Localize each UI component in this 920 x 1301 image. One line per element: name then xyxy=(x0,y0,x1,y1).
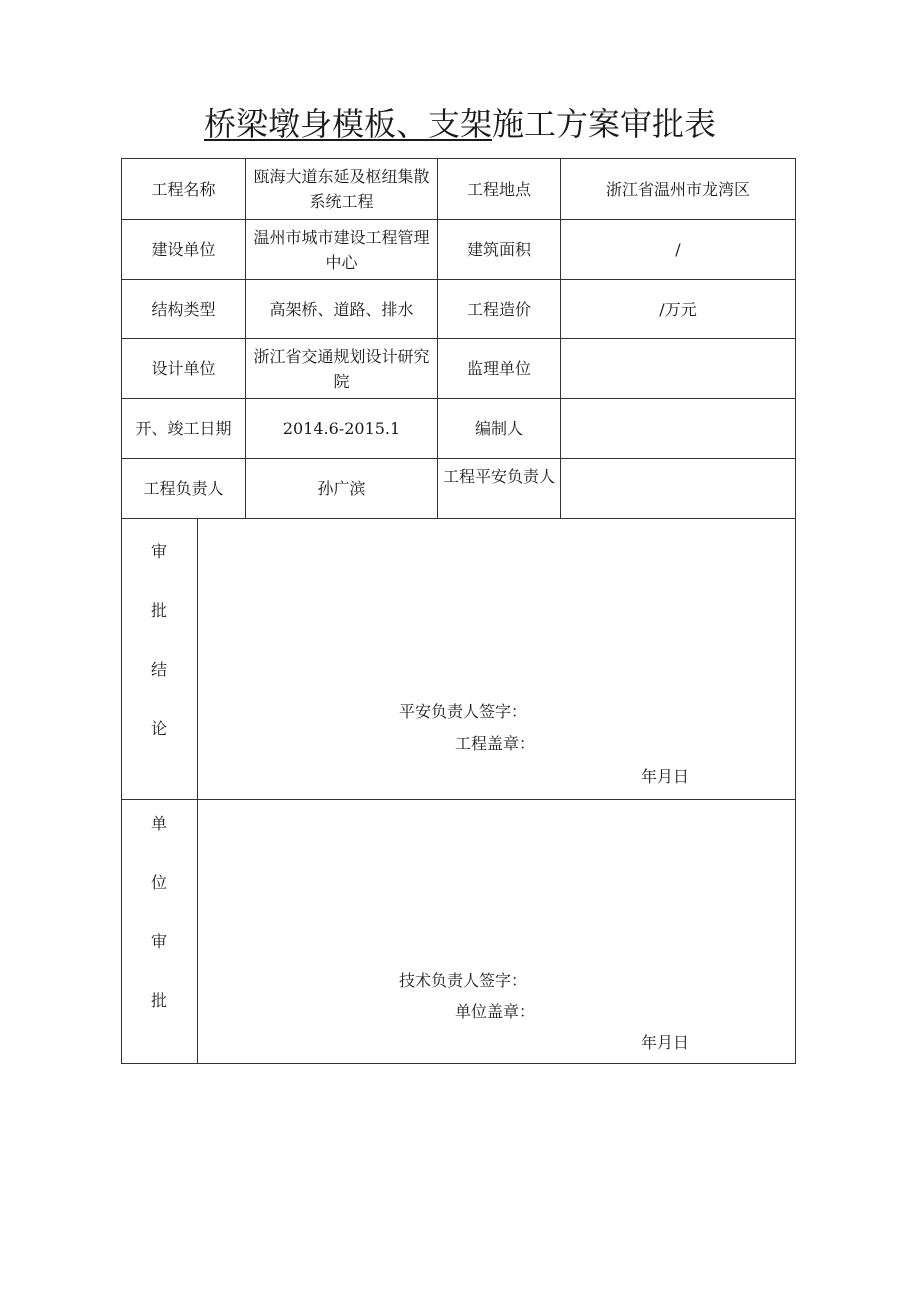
approval-date-label: 年月日 xyxy=(641,767,690,786)
label-project-cost: 工程造价 xyxy=(466,299,531,319)
value-project-location: 浙江省温州市龙湾区 xyxy=(605,179,750,199)
value-project-manager: 孙广滨 xyxy=(317,479,366,498)
label-structure-type: 结构类型 xyxy=(151,299,216,319)
title-rest-part: 施工方案审批表 xyxy=(492,105,717,143)
title-underlined-part: 桥梁墩身模板、支架 xyxy=(203,105,492,143)
approval-label-char: 批 xyxy=(150,601,167,620)
unit-review-date-label: 年月日 xyxy=(641,1033,690,1052)
approval-label-char: 结 xyxy=(150,660,167,679)
value-supervision-unit xyxy=(561,339,795,398)
label-design-unit: 设计单位 xyxy=(151,359,216,378)
label-supervision-unit: 监理单位 xyxy=(466,359,531,378)
value-project-cost: /万元 xyxy=(659,299,697,319)
value-construction-unit: 温州市城市建设工程管理中心 xyxy=(253,227,430,272)
value-building-area: / xyxy=(675,240,681,259)
table-border-right xyxy=(795,158,796,1064)
label-compiler: 编制人 xyxy=(474,419,523,438)
project-seal-label: 工程盖章： xyxy=(455,734,536,753)
row-divider xyxy=(121,518,796,519)
table-border-bottom xyxy=(121,1063,796,1064)
value-project-name: 瓯海大道东延及枢纽集散系统工程 xyxy=(253,167,430,211)
unit-seal-label: 单位盖章： xyxy=(455,1002,536,1021)
value-structure-type: 高架桥、道路、排水 xyxy=(269,299,414,319)
approval-label-char: 审 xyxy=(150,542,167,561)
value-start-end-date: 2014.6-2015.1 xyxy=(282,419,401,438)
unit-review-label-char: 批 xyxy=(150,991,167,1010)
label-building-area: 建筑面积 xyxy=(466,240,531,259)
label-construction-unit: 建设单位 xyxy=(151,240,216,259)
tech-manager-signature-label: 技术负责人签字： xyxy=(399,971,528,990)
value-compiler xyxy=(561,399,795,458)
value-safety-manager xyxy=(561,459,795,518)
label-safety-manager: 工程平安负责人 xyxy=(442,467,555,486)
unit-review-label-char: 审 xyxy=(150,932,167,951)
approval-label-char: 论 xyxy=(150,719,167,738)
safety-manager-signature-label: 平安负责人签字： xyxy=(399,702,528,721)
label-project-name: 工程名称 xyxy=(151,179,216,199)
column-divider xyxy=(197,518,198,1063)
value-design-unit: 浙江省交通规划设计研究院 xyxy=(253,346,430,391)
label-project-manager: 工程负责人 xyxy=(143,479,224,498)
label-project-location: 工程地点 xyxy=(466,179,531,199)
label-start-end-date: 开、竣工日期 xyxy=(135,419,232,438)
unit-review-label-char: 单 xyxy=(150,814,167,833)
unit-review-label-char: 位 xyxy=(150,873,167,892)
row-divider xyxy=(121,799,796,800)
